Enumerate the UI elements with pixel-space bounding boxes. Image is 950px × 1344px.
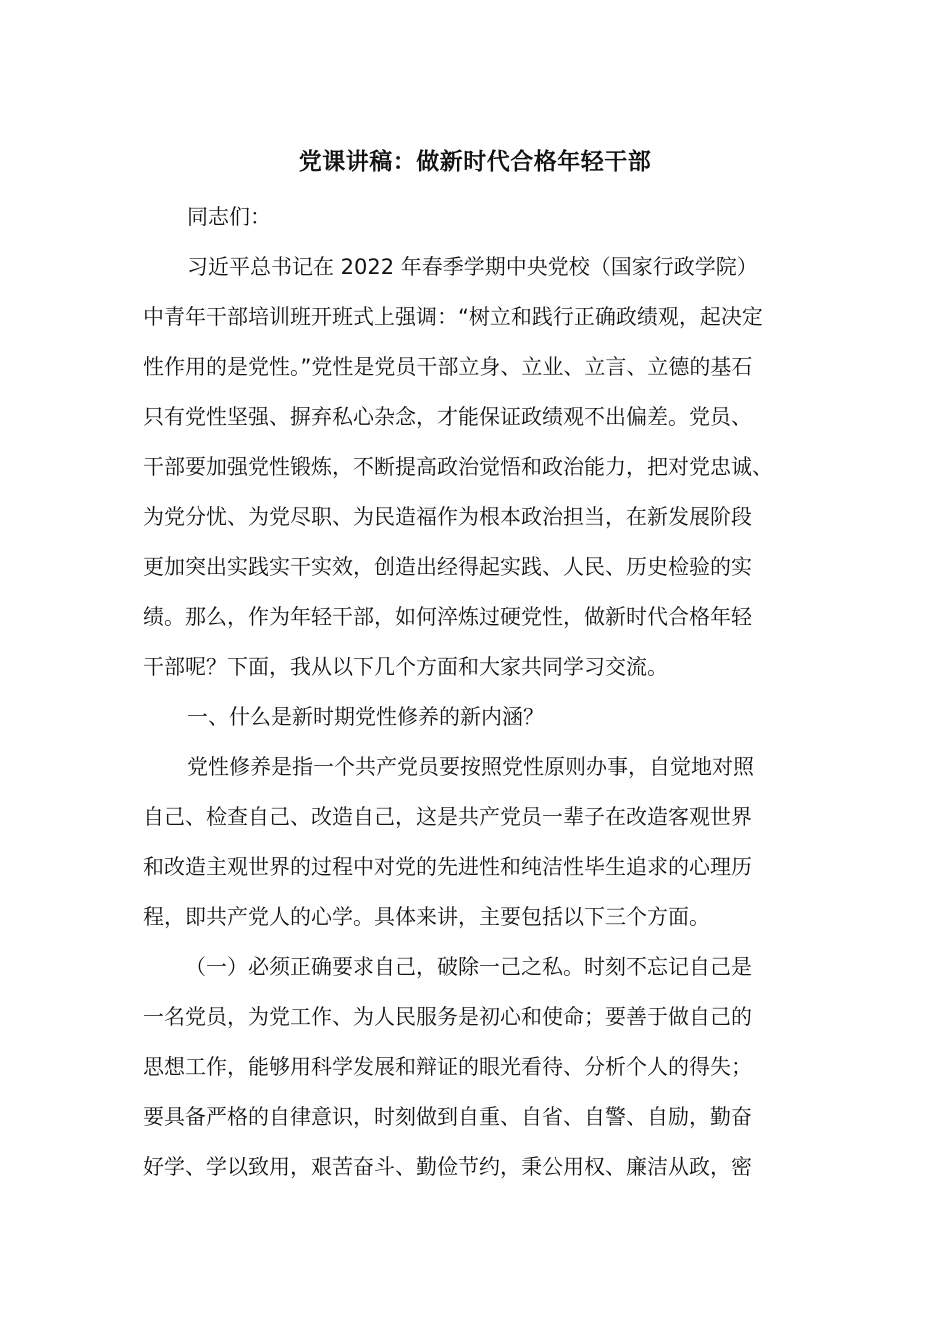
paragraph-line: 程，即共产党人的心学。具体来讲，主要包括以下三个方面。 xyxy=(143,905,710,929)
paragraph-line: 性作用的是党性。”党性是党员干部立身、立业、立言、立德的基石 xyxy=(143,355,753,379)
paragraph-line: 更加突出实践实干实效，创造出经得起实践、人民、历史检验的实 xyxy=(143,555,752,579)
paragraph-line: 干部呢？下面，我从以下几个方面和大家共同学习交流。 xyxy=(143,655,668,679)
subsection-line: （一）必须正确要求自己，破除一己之私。时刻不忘记自己是 xyxy=(185,955,752,979)
paragraph-line: 习近平总书记在 2022 年春季学期中央党校（国家行政学院） xyxy=(187,255,758,279)
paragraph-line: 和改造主观世界的过程中对党的先进性和纯洁性毕生追求的心理历 xyxy=(143,855,752,879)
paragraph-line: 只有党性坚强、摒弃私心杂念，才能保证政绩观不出偏差。党员、 xyxy=(143,405,752,429)
paragraph-line: 绩。那么，作为年轻干部，如何淬炼过硬党性，做新时代合格年轻 xyxy=(143,605,752,629)
paragraph-line: 自己、检查自己、改造自己，这是共产党员一辈子在改造客观世界 xyxy=(143,805,752,829)
paragraph-line: 要具备严格的自律意识，时刻做到自重、自省、自警、自励，勤奋 xyxy=(143,1105,752,1129)
section-heading: 一、什么是新时期党性修养的新内涵？ xyxy=(187,705,544,729)
paragraph-line: 思想工作，能够用科学发展和辩证的眼光看待、分析个人的得失； xyxy=(143,1055,752,1079)
document-body xyxy=(143,192,809,1192)
paragraph-line: 一名党员，为党工作、为人民服务是初心和使命；要善于做自己的 xyxy=(143,1005,752,1029)
paragraph-line: 为党分忧、为党尽职、为民造福作为根本政治担当，在新发展阶段 xyxy=(143,505,752,529)
salutation-line: 同志们： xyxy=(187,205,271,229)
paragraph-line: 好学、学以致用，艰苦奋斗、勤俭节约，秉公用权、廉洁从政，密 xyxy=(143,1155,752,1179)
paragraph-line: 干部要加强党性锻炼，不断提高政治觉悟和政治能力，把对党忠诚、 xyxy=(143,455,773,479)
paragraph-line: 党性修养是指一个共产党员要按照党性原则办事，自觉地对照 xyxy=(187,755,754,779)
paragraph-line: 中青年干部培训班开班式上强调：“树立和践行正确政绩观，起决定 xyxy=(143,305,763,329)
document-title: 党课讲稿：做新时代合格年轻干部 xyxy=(298,149,652,175)
